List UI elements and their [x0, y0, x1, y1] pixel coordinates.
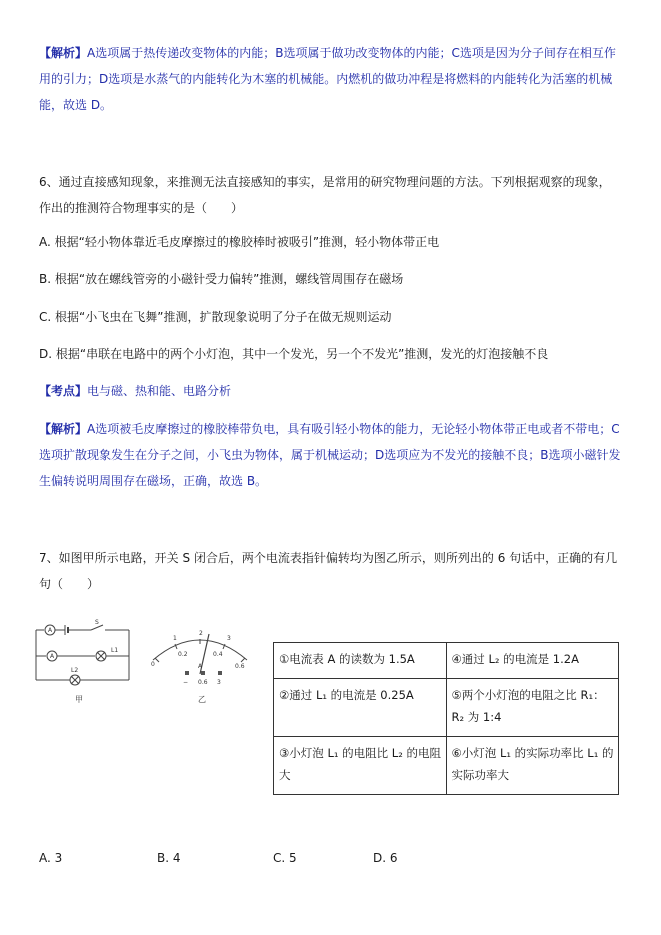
statement-cell: ②通过 L₁ 的电流是 0.25A — [274, 679, 447, 737]
terminal-label: 0.6 — [198, 679, 208, 686]
q7-option-c[interactable]: C. 5 — [273, 851, 297, 865]
q6-analysis — [39, 416, 621, 494]
lamp-l2-label: L2 — [71, 667, 79, 674]
unit-label: A — [198, 663, 203, 670]
kaodian-text: 电与磁、热和能、电路分析 — [87, 384, 232, 398]
q7-option-b[interactable]: B. 4 — [157, 851, 181, 865]
q6-option-a[interactable]: A. 根据“轻小物体靠近毛皮摩擦过的橡胶棒时被吸引”推测，轻小物体带正电 — [39, 235, 440, 249]
statement-cell: ③小灯泡 L₁ 的电阻比 L₂ 的电阻大 — [274, 737, 447, 795]
meter-label: A — [50, 653, 55, 660]
question-7-stem: 7、如图甲所示电路，开关 S 闭合后，两个电流表指针偏转均为图乙所示，则所列出的 6 句话中，正确的有几句（ ） — [39, 551, 618, 591]
analysis-text: A选项被毛皮摩擦过的橡胶棒带负电，具有吸引轻小物体的能力，无论轻小物体带正电或者不带电；C选项扩散现象发生在分子之间，小飞虫为物体，属于机械运动；D选项应为不发光的接触不良；B选项小磁针发生偏转说明周围存在磁场，正确，故选 B。 — [39, 422, 621, 488]
lamp-l1-label: L1 — [111, 647, 119, 654]
q7-option-a[interactable]: A. 3 — [39, 851, 63, 865]
figure-yi-ammeter — [145, 622, 255, 706]
figure-caption-jia: 甲 — [75, 695, 83, 704]
terminal-post — [218, 671, 222, 675]
statement-cell: ④通过 L₂ 的电流是 1.2A — [446, 643, 619, 679]
tick — [241, 658, 245, 662]
statement-cell: ⑤两个小灯泡的电阻之比 R₁：R₂ 为 1:4 — [446, 679, 619, 737]
terminal-label: 3 — [217, 679, 221, 686]
scale-label: 0.2 — [178, 651, 188, 658]
q7-option-d[interactable]: D. 6 — [373, 851, 398, 865]
scale-label: 1 — [173, 635, 177, 642]
table-row — [274, 679, 619, 737]
terminal-post — [185, 671, 189, 675]
scale-label: 0.6 — [235, 663, 245, 670]
kaodian-tag: 【考点】 — [39, 384, 88, 398]
analysis-tag: 【解析】 — [39, 46, 88, 60]
meter-label: A — [48, 627, 53, 634]
question-6-stem: 6、通过直接感知现象，来推测无法直接感知的事实，是常用的研究物理问题的方法。下列根据观察的现象，作出的推测符合物理事实的是（ ） — [39, 175, 611, 215]
scale-label: 3 — [227, 635, 231, 642]
tick — [155, 658, 159, 662]
scale-label: 2 — [199, 630, 203, 637]
scale-label: 0.4 — [213, 651, 223, 658]
q6-option-d[interactable]: D. 根据“串联在电路中的两个小灯泡，其中一个发光，另一个不发光”推测，发光的灯泡接触不良 — [39, 347, 549, 361]
q6-kaodian — [39, 382, 231, 400]
scale-label: 0 — [151, 661, 155, 668]
statements-table — [273, 642, 619, 795]
terminal-post — [201, 671, 205, 675]
statement-cell: ①电流表 A 的读数为 1.5A — [274, 643, 447, 679]
analysis-tag: 【解析】 — [39, 422, 88, 436]
switch-label: S — [95, 619, 99, 626]
q6-option-b[interactable]: B. 根据“放在螺线管旁的小磁针受力偏转”推测，螺线管周围存在磁场 — [39, 272, 404, 286]
figure-jia-circuit — [33, 619, 133, 706]
q5-analysis — [39, 40, 621, 118]
q6-option-c[interactable]: C. 根据“小飞虫在飞舞”推测，扩散现象说明了分子在做无规则运动 — [39, 310, 392, 324]
statement-cell: ⑥小灯泡 L₁ 的实际功率比 L₁ 的实际功率大 — [446, 737, 619, 795]
analysis-text: A选项属于热传递改变物体的内能；B选项属于做功改变物体的内能；C选项是因为分子间存在相互作用的引力；D选项是水蒸气的内能转化为木塞的机械能。内燃机的做功冲程是将燃料的内能转化为活塞的机械能，故选 D。 — [39, 46, 616, 112]
figure-caption-yi: 乙 — [198, 695, 206, 704]
table-row — [274, 737, 619, 795]
table-row — [274, 643, 619, 679]
terminal-label: − — [183, 679, 189, 686]
